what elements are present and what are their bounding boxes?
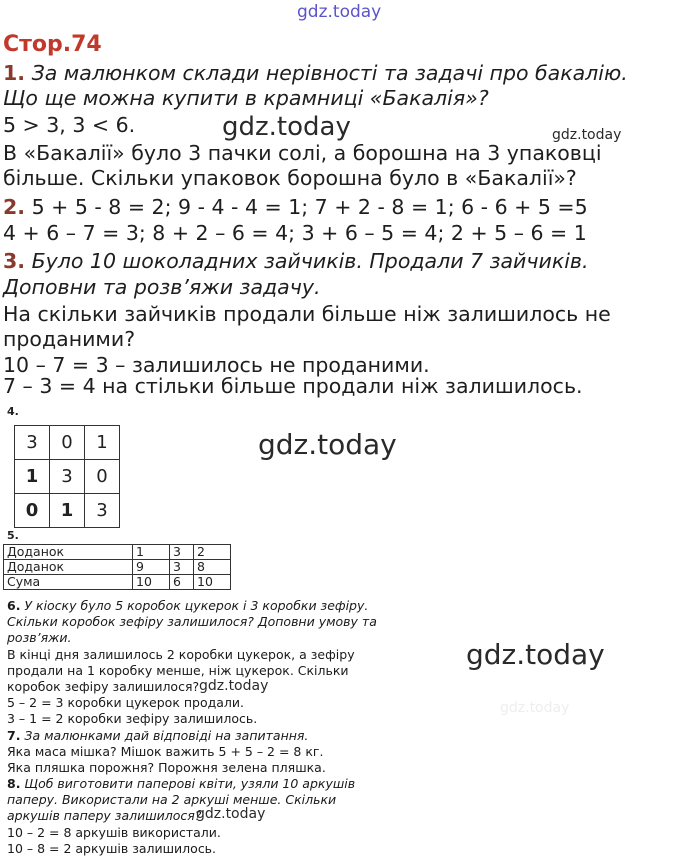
exercise-6-answer-line-1: В кінці дня залишилось 2 коробки цукерок, а зефіру (7, 647, 355, 662)
exercise-2-line-2: 4 + 6 – 7 = 3; 8 + 2 – 6 = 4; 3 + 6 – 5 = 4; 2 + 5 – 6 = 1 (3, 221, 587, 245)
grid-cell: 1 (50, 494, 85, 528)
watermark: gdz.today (258, 428, 397, 461)
watermark: gdz.today (196, 806, 266, 822)
watermark: gdz.today (466, 638, 605, 671)
exercise-3-answer-line-3: 10 – 7 = 3 – залишилось не проданими. (3, 353, 430, 377)
watermark: gdz.today (199, 678, 269, 694)
grid-cell: 1 (15, 460, 50, 494)
grid-cell: 0 (85, 460, 120, 494)
grid-cell: 0 (15, 494, 50, 528)
grid-cell: 0 (50, 426, 85, 460)
exercise-3-answer-line-4: 7 – 3 = 4 на стільки більше продали ніж залишилось. (3, 374, 583, 398)
table-cell: Доданок (4, 560, 133, 575)
exercise-8-answer-line-1: 10 – 2 = 8 аркушів використали. (7, 825, 221, 840)
grid-cell: 3 (50, 460, 85, 494)
table-cell: 1 (133, 545, 170, 560)
table-cell: 3 (169, 560, 193, 575)
sum-table (3, 544, 231, 590)
exercise-8-number: 8. (7, 776, 21, 791)
table-cell: 10 (133, 575, 170, 590)
table-cell: 8 (194, 560, 231, 575)
exercise-5-number: 5. (7, 529, 19, 542)
table-cell: Сума (4, 575, 133, 590)
exercise-7-number: 7. (7, 728, 21, 743)
exercise-6-task-line-2: Скільки коробок зефіру залишилося? Доповни умову та (7, 614, 377, 629)
exercise-4-number: 4. (7, 405, 19, 418)
grid-cell: 1 (85, 426, 120, 460)
exercise-1-number: 1. (3, 61, 26, 85)
exercise-7-answer-line-2: Яка пляшка порожня? Порожня зелена пляшка. (7, 760, 326, 775)
table-cell: Доданок (4, 545, 133, 560)
exercise-6-answer-line-3: коробок зефіру залишилося? (7, 679, 200, 694)
table-cell: 3 (169, 545, 193, 560)
exercise-8-task-line-3: аркушів паперу залишилося? (7, 808, 202, 823)
exercise-6-answer-line-5: 3 – 1 = 2 коробки зефіру залишилось. (7, 711, 258, 726)
exercise-8-task-line-2: паперу. Використали на 2 аркуші менше. Скільки (7, 792, 337, 807)
grid-cell: 3 (85, 494, 120, 528)
table-cell: 6 (169, 575, 193, 590)
exercise-3-number: 3. (3, 249, 26, 273)
exercise-2-line-1: 2. 5 + 5 - 8 = 2; 9 - 4 - 4 = 1; 7 + 2 - 8 = 1; 6 - 6 + 5 =5 (3, 195, 588, 219)
exercise-1-task-line-2: Що ще можна купити в крамниці «Бакалія»? (3, 86, 489, 110)
table-cell: 10 (194, 575, 231, 590)
exercise-1-answer-line-3: більше. Скільки упаковок борошна було в «Бакалії»? (3, 166, 577, 190)
watermark: gdz.today (500, 700, 570, 716)
watermark: gdz.today (297, 2, 382, 22)
exercise-1-answer-line-2: В «Бакалії» було 3 пачки солі, а борошна на 3 упаковці (3, 141, 602, 165)
watermark: gdz.today (552, 127, 622, 143)
exercise-1-answer-line-1: 5 > 3, 3 < 6. (3, 113, 136, 137)
exercise-8-task-line-1: 8. Щоб виготовити паперові квіти, узяли 10 аркушів (7, 776, 356, 791)
grid-cell: 3 (15, 426, 50, 460)
watermark: gdz.today (222, 112, 351, 142)
magic-square-grid (14, 425, 120, 528)
exercise-8-answer-line-2: 10 – 8 = 2 аркушів залишилось. (7, 841, 217, 856)
exercise-6-answer-line-4: 5 – 2 = 3 коробки цукерок продали. (7, 695, 244, 710)
exercise-1-task-text: За малюнком склади нерівності та задачі про бакалію. (25, 61, 628, 85)
exercise-6-number: 6. (7, 598, 21, 613)
exercise-3-task-line-1: 3. Було 10 шоколадних зайчиків. Продали 7 зайчиків. (3, 249, 589, 273)
exercise-3-task-line-2: Доповни та розв’яжи задачу. (3, 275, 321, 299)
table-cell: 2 (194, 545, 231, 560)
exercise-2-number: 2. (3, 195, 26, 219)
exercise-7-answer-line-1: Яка маса мішка? Мішок важить 5 + 5 – 2 = 8 кг. (7, 744, 324, 759)
exercise-6-task-line-1: 6. У кіоску було 5 коробок цукерок і 3 коробки зефіру. (7, 598, 369, 613)
page-title: Стор.74 (3, 32, 102, 57)
exercise-1-task-line-1 (3, 62, 628, 85)
exercise-3-answer-line-1: На скільки зайчиків продали більше ніж залишилось не (3, 302, 611, 326)
exercise-6-task-line-3: розв’яжи. (7, 630, 72, 645)
exercise-3-answer-line-2: проданими? (3, 327, 136, 351)
table-cell: 9 (133, 560, 170, 575)
exercise-6-answer-line-2: продали на 1 коробку менше, ніж цукерок. Скільки (7, 663, 349, 678)
exercise-7-task: 7. За малюнками дай відповіді на запитання. (7, 728, 309, 743)
